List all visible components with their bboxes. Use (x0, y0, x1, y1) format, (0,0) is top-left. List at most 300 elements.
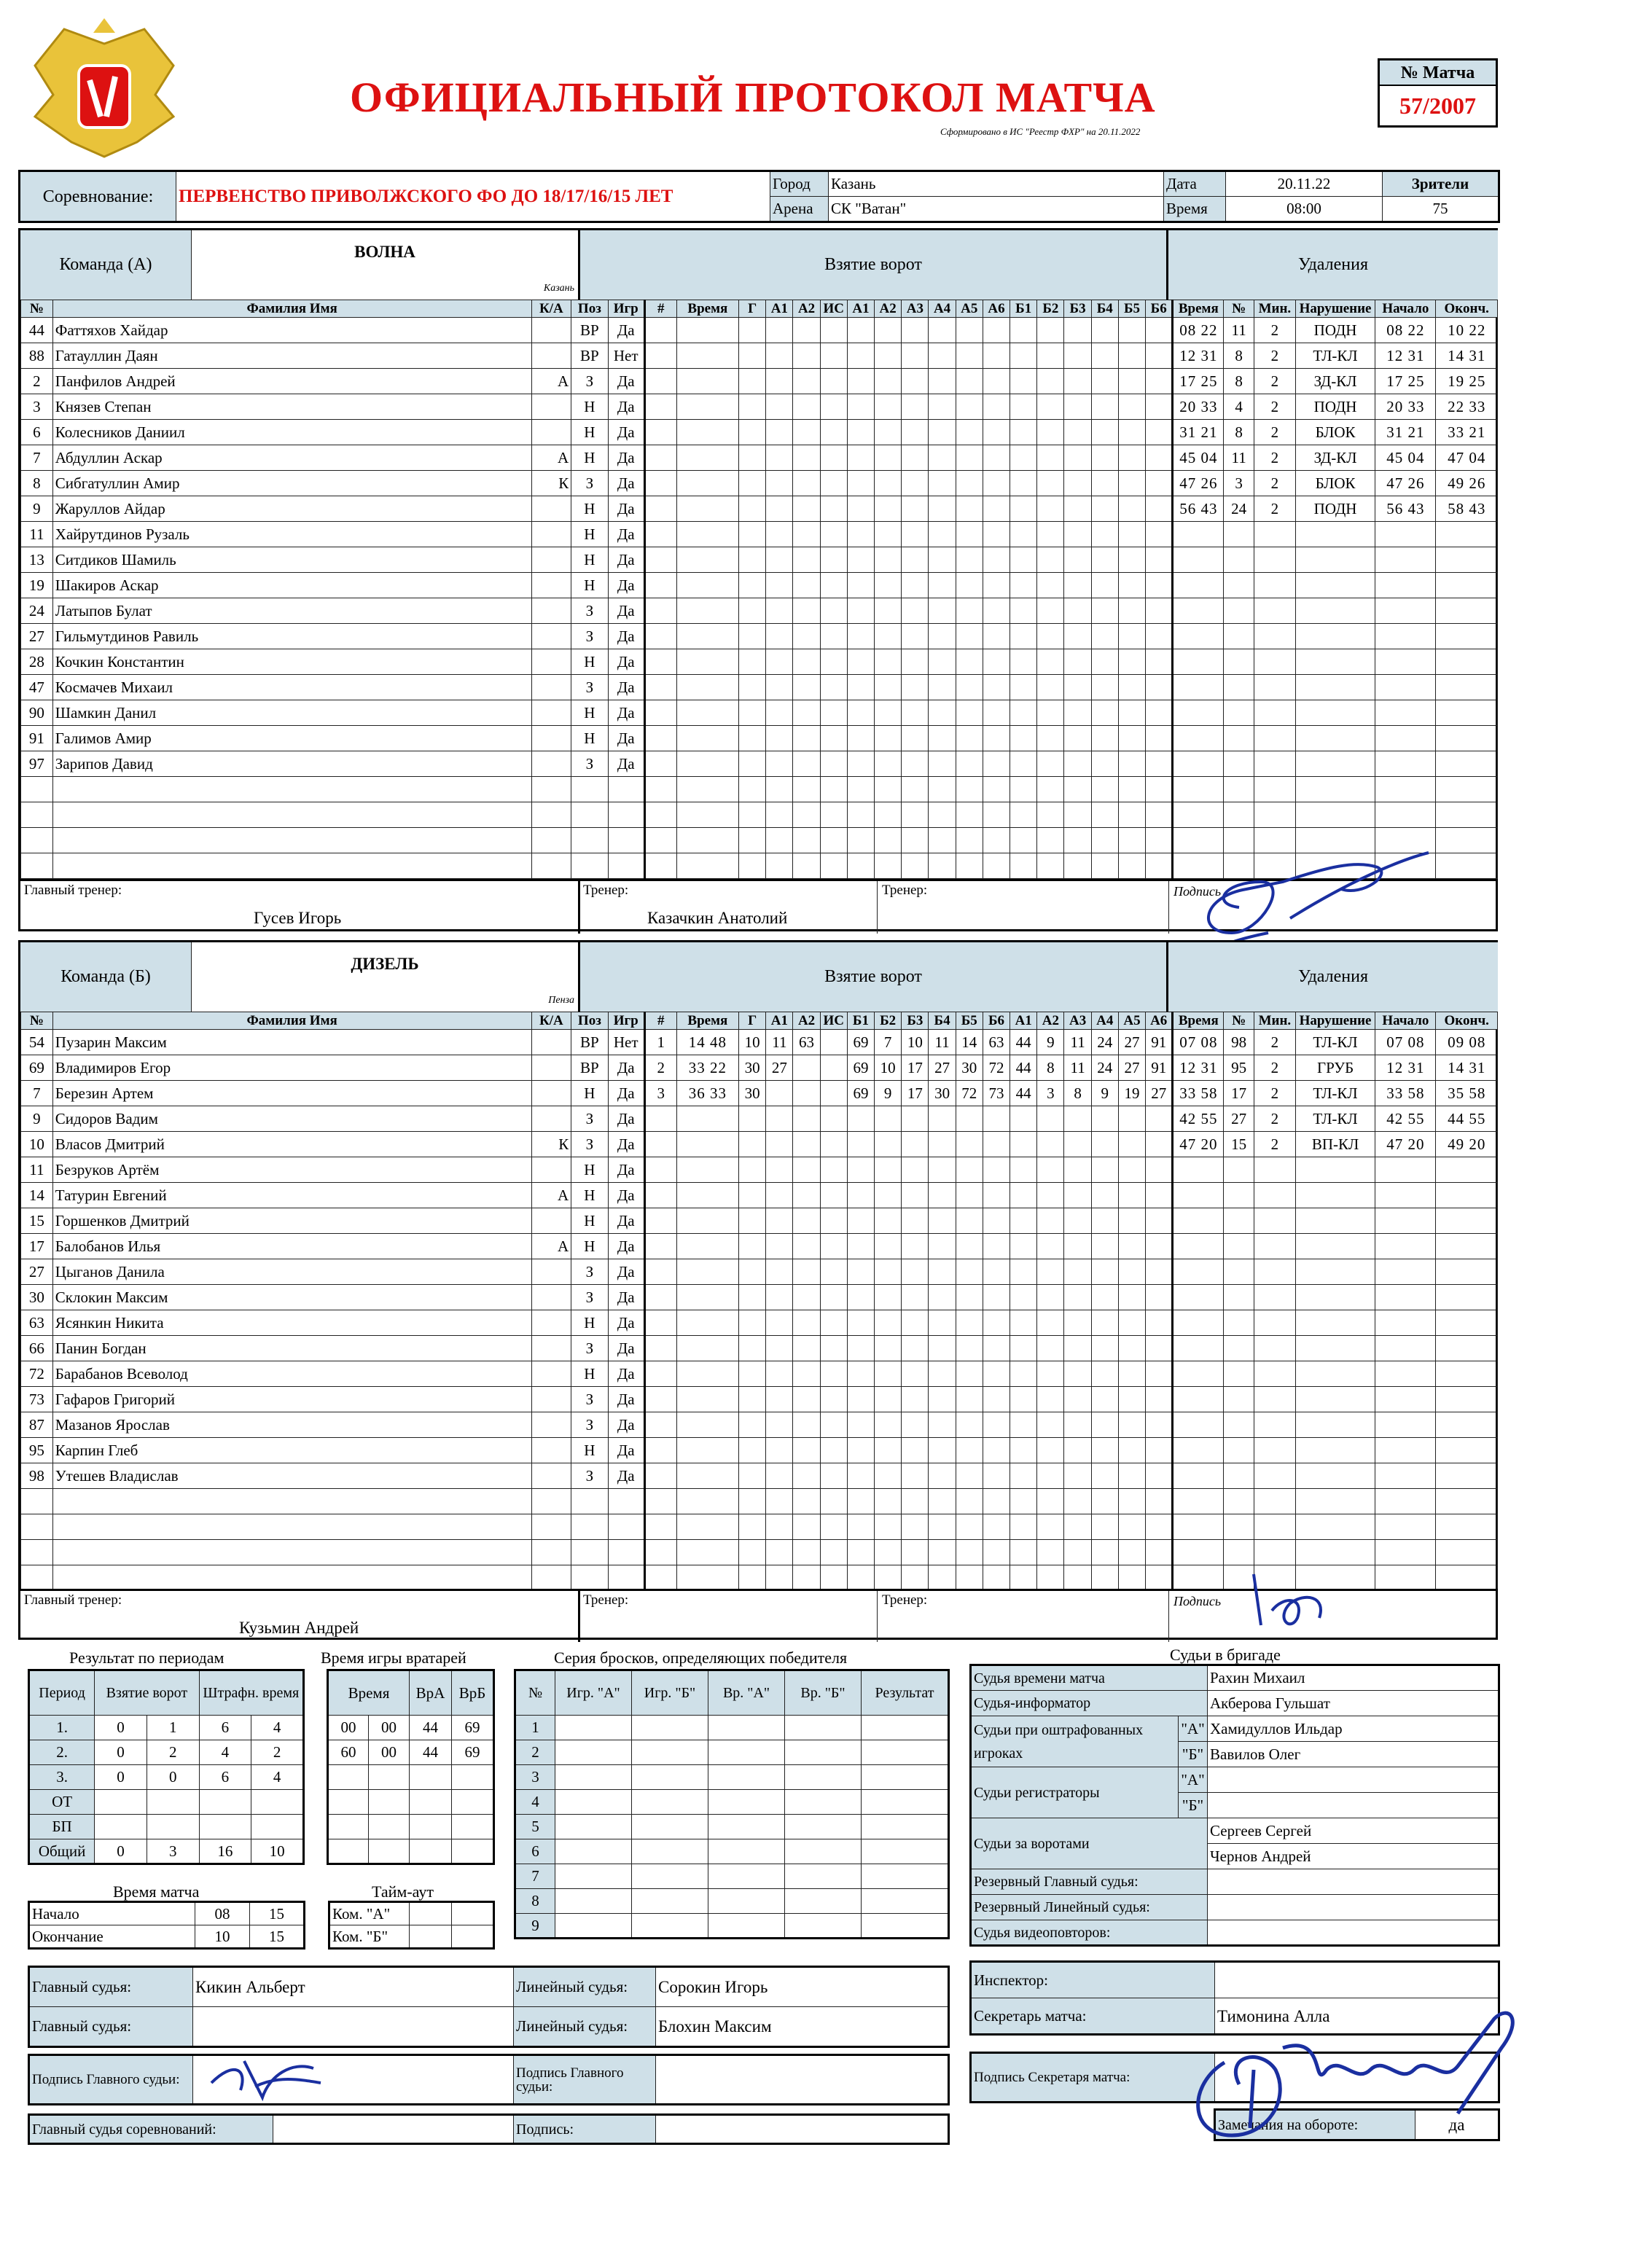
a-cell (766, 828, 793, 853)
period-cell: 1 (147, 1716, 199, 1740)
a-cell (793, 700, 820, 726)
b-cell: Да (608, 1438, 644, 1463)
b-cell: Да (608, 1132, 644, 1157)
a-cell (739, 420, 766, 445)
a-cell (531, 573, 571, 598)
a-cell (1254, 751, 1295, 777)
match-end-m: 15 (250, 1925, 305, 1949)
a-cell (52, 802, 531, 828)
shootout-cell: 2 (515, 1740, 555, 1765)
a-cell: ЗД-КЛ (1295, 369, 1375, 394)
a-cell (847, 675, 874, 700)
a-cell (644, 394, 676, 420)
a-cell: 24 (21, 598, 53, 624)
b-cell (793, 1183, 820, 1208)
b-cell (21, 1565, 53, 1591)
a-cell (875, 853, 902, 879)
shootout-cell (785, 1716, 862, 1740)
b-cell (644, 1259, 676, 1285)
a-cell (676, 496, 738, 522)
b-cell (847, 1387, 874, 1412)
a-cell: 8 (21, 471, 53, 496)
match-number: 57/2007 (1399, 93, 1476, 119)
b-cell: З (571, 1285, 608, 1310)
a-cell (820, 547, 847, 573)
a-cell: 08 22 (1375, 318, 1436, 343)
goalie-cell: 00 (369, 1740, 410, 1765)
b-cell: 27 (1118, 1055, 1145, 1081)
b-col-header: № (21, 1012, 53, 1030)
a-cell (956, 675, 983, 700)
goalie-cell (369, 1790, 410, 1815)
a-cell (644, 420, 676, 445)
b-cell (531, 1055, 571, 1081)
b-cell: Панин Богдан (52, 1336, 531, 1361)
a-cell (739, 598, 766, 624)
b-cell (793, 1081, 820, 1106)
b-cell (847, 1463, 874, 1489)
a-cell (793, 547, 820, 573)
a-cell (531, 726, 571, 751)
a-cell (739, 726, 766, 751)
a-cell (1091, 573, 1118, 598)
a-cell (1064, 777, 1091, 802)
b-cell (793, 1157, 820, 1183)
a-cell (739, 471, 766, 496)
goalie-row (328, 1815, 494, 1839)
a-cell (956, 522, 983, 547)
main-referee-sign-label-2: Подпись Главного судьи: (514, 2055, 656, 2105)
a-cell (1146, 547, 1173, 573)
shootout-header: Вр. "А" (708, 1670, 785, 1716)
a-cell (1436, 547, 1498, 573)
b-cell (929, 1514, 956, 1540)
a-cell (1224, 675, 1254, 700)
b-cell (1064, 1489, 1091, 1514)
b-cell (739, 1540, 766, 1565)
period-cell: 2 (147, 1740, 199, 1765)
a-cell (1224, 547, 1254, 573)
a-cell (644, 598, 676, 624)
a-cell: Шамкин Данил (52, 700, 531, 726)
b-cell: Да (608, 1208, 644, 1234)
a-cell (1091, 675, 1118, 700)
a-cell (902, 547, 929, 573)
goal-judges-label: Судьи за воротами (971, 1818, 1208, 1869)
a-cell (1146, 828, 1173, 853)
a-cell (1010, 343, 1037, 369)
b-cell (902, 1489, 929, 1514)
b-col-header: А1 (766, 1012, 793, 1030)
goalie-cell (452, 1790, 494, 1815)
b-cell (956, 1183, 983, 1208)
a-cell (608, 777, 644, 802)
a-cell: Ситдиков Шамиль (52, 547, 531, 573)
player-row (21, 1540, 1498, 1565)
b-col-header: Б2 (875, 1012, 902, 1030)
b-cell (847, 1489, 874, 1514)
b-cell (1118, 1540, 1145, 1565)
a-cell (1091, 522, 1118, 547)
a-cell (1037, 369, 1064, 394)
b-cell (1037, 1234, 1064, 1259)
shootout-cell (708, 1914, 785, 1939)
a-col-header: А4 (929, 300, 956, 318)
b-cell (847, 1132, 874, 1157)
b-cell (1146, 1310, 1173, 1336)
a-cell: Шакиров Аскар (52, 573, 531, 598)
a-cell: Да (608, 751, 644, 777)
a-cell (531, 598, 571, 624)
b-cell (929, 1438, 956, 1463)
b-cell: 17 (21, 1234, 53, 1259)
a-cell: 28 (21, 649, 53, 675)
b-cell (875, 1157, 902, 1183)
b-cell (820, 1157, 847, 1183)
b-cell (1375, 1310, 1436, 1336)
a-cell (644, 573, 676, 598)
a-cell (1118, 318, 1145, 343)
a-cell (1064, 573, 1091, 598)
b-cell: 09 08 (1436, 1030, 1498, 1055)
a-cell (956, 343, 983, 369)
a-cell (676, 369, 738, 394)
b-cell (1254, 1336, 1295, 1361)
a-cell (1118, 547, 1145, 573)
a-cell (1436, 828, 1498, 853)
b-cell (1224, 1259, 1254, 1285)
shootout-cell (632, 1839, 708, 1864)
a-cell: 47 26 (1173, 471, 1224, 496)
reserve-line-label: Резервный Линейный судья: (971, 1895, 1208, 1920)
b-cell (793, 1106, 820, 1132)
a-cell (1295, 802, 1375, 828)
a-cell (929, 522, 956, 547)
goalie-cell: 00 (328, 1716, 369, 1740)
a-cell (820, 624, 847, 649)
b-cell (983, 1234, 1010, 1259)
b-cell (875, 1183, 902, 1208)
a-cell (644, 726, 676, 751)
b-cell (1118, 1234, 1145, 1259)
registrar-label: Судьи регистраторы (971, 1767, 1179, 1818)
a-cell (1173, 751, 1224, 777)
a-cell (766, 751, 793, 777)
b-cell (1064, 1412, 1091, 1438)
b-cell: 14 31 (1436, 1055, 1498, 1081)
b-cell (793, 1285, 820, 1310)
b-cell: Балобанов Илья (52, 1234, 531, 1259)
shootout-cell (632, 1864, 708, 1889)
a-cell (820, 369, 847, 394)
a-cell: 91 (21, 726, 53, 751)
b-cell (847, 1361, 874, 1387)
b-cell: 95 (21, 1438, 53, 1463)
b-cell: Да (608, 1055, 644, 1081)
a-cell: 2 (1254, 445, 1295, 471)
b-cell: 9 (1091, 1081, 1118, 1106)
a-cell (1375, 675, 1436, 700)
shootout-cell (708, 1815, 785, 1839)
a-cell (875, 828, 902, 853)
a-cell: К (531, 471, 571, 496)
b-cell (1091, 1412, 1118, 1438)
b-cell: 33 22 (676, 1055, 738, 1081)
period-cell (95, 1790, 147, 1815)
b-cell (1118, 1514, 1145, 1540)
a-cell (676, 318, 738, 343)
b-cell (1064, 1463, 1091, 1489)
period-cell (147, 1790, 199, 1815)
a-cell (571, 802, 608, 828)
a-cell (929, 726, 956, 751)
a-cell (1091, 649, 1118, 675)
b-cell (1118, 1412, 1145, 1438)
b-col-header: А6 (1146, 1012, 1173, 1030)
a-col-header: А2 (793, 300, 820, 318)
a-cell (1224, 522, 1254, 547)
b-cell (1146, 1387, 1173, 1412)
a-cell: Латыпов Булат (52, 598, 531, 624)
a-cell (875, 624, 902, 649)
a-cell (847, 445, 874, 471)
b-cell: З (571, 1132, 608, 1157)
a-cell (1295, 598, 1375, 624)
a-cell (1010, 369, 1037, 394)
goalie-cell (369, 1839, 410, 1864)
a-cell (847, 853, 874, 879)
a-cell (820, 828, 847, 853)
a-col-header: Б5 (1118, 300, 1145, 318)
a-cell (956, 726, 983, 751)
b-cell (644, 1412, 676, 1438)
a-cell (1064, 445, 1091, 471)
b-cell (983, 1540, 1010, 1565)
a-cell: Колесников Даниил (52, 420, 531, 445)
a-cell (793, 624, 820, 649)
b-cell: 73 (21, 1387, 53, 1412)
a-cell (902, 573, 929, 598)
a-cell (1037, 624, 1064, 649)
b-cell (1037, 1106, 1064, 1132)
b-col-header: Оконч. (1436, 1012, 1498, 1030)
b-cell: З (571, 1387, 608, 1412)
period-cell (251, 1815, 304, 1839)
b-cell (1375, 1514, 1436, 1540)
a-cell (531, 751, 571, 777)
a-cell: 7 (21, 445, 53, 471)
b-cell: Гафаров Григорий (52, 1387, 531, 1412)
b-cell: Пузарин Максим (52, 1030, 531, 1055)
a-cell (676, 802, 738, 828)
b-cell (1173, 1259, 1224, 1285)
shootout-cell (708, 1839, 785, 1864)
a-cell (983, 343, 1010, 369)
a-cell (644, 828, 676, 853)
a-cell: ЗД-КЛ (1295, 445, 1375, 471)
b-cell (531, 1514, 571, 1540)
a-col-header: Время (676, 300, 738, 318)
a-cell (1091, 394, 1118, 420)
a-cell (531, 828, 571, 853)
a-cell: З (571, 369, 608, 394)
a-cell (793, 369, 820, 394)
b-cell (1375, 1157, 1436, 1183)
b-cell (875, 1514, 902, 1540)
a-cell: 22 33 (1436, 394, 1498, 420)
a-cell (1254, 598, 1295, 624)
a-cell (1064, 700, 1091, 726)
b-cell (1375, 1259, 1436, 1285)
b-cell: Нет (608, 1030, 644, 1055)
b-cell (531, 1030, 571, 1055)
player-row (21, 1157, 1498, 1183)
b-cell: Да (608, 1387, 644, 1412)
player-row (21, 1438, 1498, 1463)
a-cell (956, 573, 983, 598)
b-cell (1146, 1336, 1173, 1361)
b-cell: Сидоров Вадим (52, 1106, 531, 1132)
a-cell (902, 522, 929, 547)
b-cell (902, 1234, 929, 1259)
b-cell (1254, 1208, 1295, 1234)
b-cell: 66 (21, 1336, 53, 1361)
shootout-cell (555, 1740, 632, 1765)
a-cell (1436, 853, 1498, 879)
b-cell (1224, 1514, 1254, 1540)
b-cell (644, 1310, 676, 1336)
period-cell: 6 (199, 1765, 251, 1790)
b-cell (644, 1285, 676, 1310)
b-cell: Да (608, 1157, 644, 1183)
b-cell (644, 1514, 676, 1540)
b-cell (1173, 1208, 1224, 1234)
b-cell (983, 1157, 1010, 1183)
a-cell (1146, 343, 1173, 369)
a-cell (1064, 522, 1091, 547)
a-cell (766, 726, 793, 751)
a-cell (676, 726, 738, 751)
period-cell: 0 (95, 1765, 147, 1790)
b-cell: 14 48 (676, 1030, 738, 1055)
a-cell (847, 522, 874, 547)
shootout-table (514, 1669, 950, 1939)
a-cell (644, 496, 676, 522)
shootout-row (515, 1815, 949, 1839)
team-b-city: Пенза (548, 995, 574, 1006)
a-cell: З (571, 624, 608, 649)
a-cell (739, 573, 766, 598)
a-col-header: Оконч. (1436, 300, 1498, 318)
a-cell (875, 777, 902, 802)
shootout-cell (785, 1765, 862, 1790)
b-cell (1064, 1387, 1091, 1412)
a-cell (531, 522, 571, 547)
b-cell (793, 1336, 820, 1361)
a-cell (983, 369, 1010, 394)
a-cell (1010, 726, 1037, 751)
b-cell (1118, 1208, 1145, 1234)
a-cell (1254, 700, 1295, 726)
b-cell (676, 1310, 738, 1336)
b-cell (1295, 1463, 1375, 1489)
b-cell (1010, 1387, 1037, 1412)
a-cell (793, 828, 820, 853)
b-cell (820, 1106, 847, 1132)
b-col-header: А5 (1118, 1012, 1145, 1030)
a-cell (820, 675, 847, 700)
b-cell (875, 1565, 902, 1591)
b-cell: З (571, 1259, 608, 1285)
b-cell: Цыганов Данила (52, 1259, 531, 1285)
a-cell (875, 802, 902, 828)
b-cell: ВП-КЛ (1295, 1132, 1375, 1157)
a-cell (793, 853, 820, 879)
shootout-cell (632, 1740, 708, 1765)
b-col-header: # (644, 1012, 676, 1030)
city-label: Город (770, 171, 829, 197)
b-cell: 72 (983, 1055, 1010, 1081)
b-cell: Склокин Максим (52, 1285, 531, 1310)
b-cell (644, 1361, 676, 1387)
shootout-cell: 4 (515, 1790, 555, 1815)
goalie-cell: 69 (452, 1716, 494, 1740)
a-cell: 47 (21, 675, 53, 700)
a-cell (793, 751, 820, 777)
video-judge-label: Судья видеоповторов: (971, 1920, 1208, 1946)
b-cell (902, 1132, 929, 1157)
goalie-cell (452, 1765, 494, 1790)
b-cell (983, 1183, 1010, 1208)
b-col-header: А1 (1010, 1012, 1037, 1030)
a-cell (956, 853, 983, 879)
b-cell: 07 08 (1375, 1030, 1436, 1055)
b-cell: Да (608, 1336, 644, 1361)
b-cell (1037, 1540, 1064, 1565)
b-cell (676, 1540, 738, 1565)
a-cell (929, 420, 956, 445)
b-cell (1118, 1183, 1145, 1208)
b-cell (820, 1540, 847, 1565)
a-cell: А (531, 369, 571, 394)
remarks-value: да (1415, 2110, 1499, 2140)
b-cell (875, 1387, 902, 1412)
b-cell: 33 58 (1173, 1081, 1224, 1106)
b-cell (1436, 1157, 1498, 1183)
shootout-row (515, 1839, 949, 1864)
shootout-cell (862, 1815, 949, 1839)
a-cell (1146, 675, 1173, 700)
player-row (21, 726, 1498, 751)
a-cell (1436, 624, 1498, 649)
a-cell (956, 598, 983, 624)
a-cell (1254, 573, 1295, 598)
goalie-cell (369, 1765, 410, 1790)
a-cell (1091, 547, 1118, 573)
a-cell (1091, 369, 1118, 394)
a-cell (1118, 624, 1145, 649)
b-cell (847, 1157, 874, 1183)
spectators-value: 75 (1383, 197, 1499, 222)
shootout-header: Результат (862, 1670, 949, 1716)
a-cell (739, 547, 766, 573)
period-cell: Общий (29, 1839, 95, 1864)
b-cell (847, 1183, 874, 1208)
a-cell (739, 853, 766, 879)
b-cell (820, 1489, 847, 1514)
a-col-header: Поз (571, 300, 608, 318)
a-cell: 31 21 (1173, 420, 1224, 445)
